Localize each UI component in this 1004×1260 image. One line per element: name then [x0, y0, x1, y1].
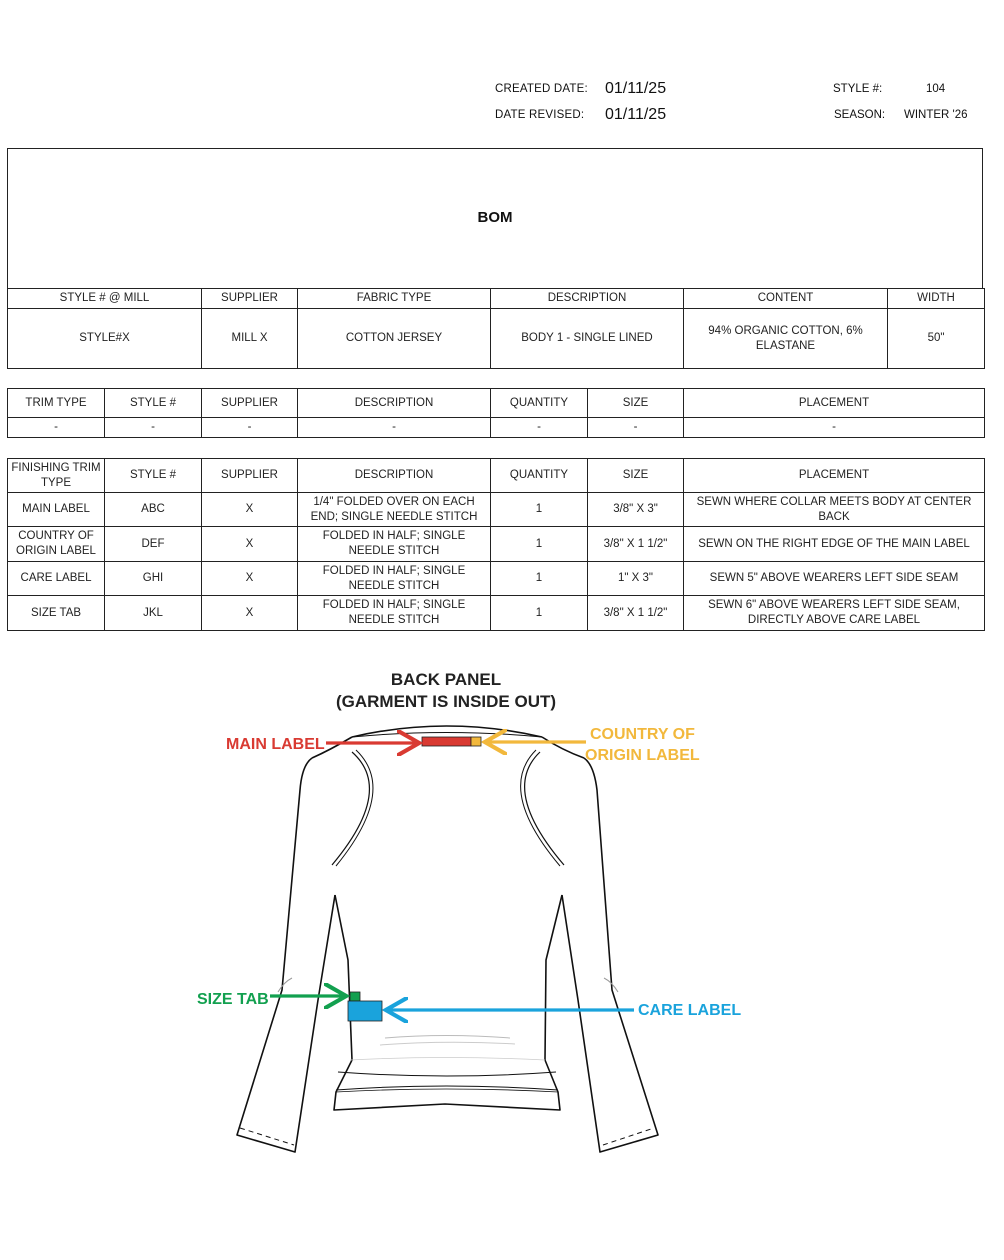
bom-title-box [7, 148, 983, 288]
season-label: SEASON: [834, 109, 886, 121]
header-cell: DESCRIPTION [298, 389, 491, 418]
table-cell: SEWN WHERE COLLAR MEETS BODY AT CENTER BACK [684, 493, 985, 527]
table-cell: CARE LABEL [8, 562, 105, 596]
origin-label-callout-line2: ORIGIN LABEL [585, 747, 700, 764]
header-cell: QUANTITY [491, 459, 588, 493]
table-row [8, 309, 985, 369]
table-cell: MILL X [202, 309, 298, 369]
table-cell: X [202, 527, 298, 562]
season-value: WINTER '26 [904, 109, 968, 121]
table-cell: 1 [491, 527, 588, 562]
table-cell: FOLDED IN HALF; SINGLE NEEDLE STITCH [298, 562, 491, 596]
origin-label-callout-line1: COUNTRY OF [590, 726, 695, 743]
header-cell: PLACEMENT [684, 459, 985, 493]
table-cell: ABC [105, 493, 202, 527]
table-cell: 3/8" X 3" [588, 493, 684, 527]
header-cell: QUANTITY [491, 389, 588, 418]
header-cell: SIZE [588, 389, 684, 418]
main-label-callout: MAIN LABEL [226, 736, 325, 753]
table-cell: JKL [105, 596, 202, 631]
fabric-table-body [7, 288, 985, 369]
header-cell: FINISHING TRIM TYPE [8, 459, 105, 493]
header-cell: WIDTH [888, 289, 985, 309]
table-cell: SIZE TAB [8, 596, 105, 631]
trim-table [7, 388, 985, 438]
table-cell: - [8, 418, 105, 438]
header-cell: STYLE # [105, 389, 202, 418]
table-row [8, 418, 985, 438]
table-cell: - [588, 418, 684, 438]
size-tab-callout: SIZE TAB [197, 991, 269, 1008]
header-cell: STYLE # [105, 459, 202, 493]
table-row [8, 493, 985, 527]
header-cell: SUPPLIER [202, 389, 298, 418]
style-number-value: 104 [926, 83, 946, 95]
header-cell: DESCRIPTION [298, 459, 491, 493]
table-cell: STYLE#X [8, 309, 202, 369]
header-cell: SUPPLIER [202, 289, 298, 309]
header-cell: SUPPLIER [202, 459, 298, 493]
origin-label-shape [471, 737, 481, 746]
header-cell: DESCRIPTION [491, 289, 684, 309]
table-cell: 3/8" X 1 1/2" [588, 527, 684, 562]
table-cell: COUNTRY OF ORIGIN LABEL [8, 527, 105, 562]
size-tab-shape [350, 992, 360, 1001]
table-cell: 94% ORGANIC COTTON, 6% ELASTANE [684, 309, 888, 369]
table-cell: COTTON JERSEY [298, 309, 491, 369]
care-label-shape [348, 1001, 382, 1021]
header-cell: FABRIC TYPE [298, 289, 491, 309]
table-row [8, 596, 985, 631]
table-cell: 1" X 3" [588, 562, 684, 596]
table-cell: - [105, 418, 202, 438]
date-revised-value: 01/11/25 [605, 106, 667, 123]
table-cell: 1 [491, 493, 588, 527]
style-number-label: STYLE #: [833, 83, 883, 95]
finishing-header-row [8, 459, 985, 493]
table-row [8, 562, 985, 596]
main-label-shape [422, 737, 471, 746]
table-cell: X [202, 596, 298, 631]
created-date-value: 01/11/25 [605, 80, 667, 97]
table-cell: SEWN 6" ABOVE WEARERS LEFT SIDE SEAM, DIRECTLY ABOVE CARE LABEL [684, 596, 985, 631]
table-cell: FOLDED IN HALF; SINGLE NEEDLE STITCH [298, 596, 491, 631]
table-cell: 50" [888, 309, 985, 369]
table-cell: - [684, 418, 985, 438]
table-cell: MAIN LABEL [8, 493, 105, 527]
table-cell: FOLDED IN HALF; SINGLE NEEDLE STITCH [298, 527, 491, 562]
trim-header-row [8, 389, 985, 418]
table-cell: X [202, 562, 298, 596]
header-cell: SIZE [588, 459, 684, 493]
table-cell: 1 [491, 596, 588, 631]
header-cell: STYLE # @ MILL [8, 289, 202, 309]
table-cell: 1 [491, 562, 588, 596]
table-cell: 1/4" FOLDED OVER ON EACH END; SINGLE NEEDLE STITCH [298, 493, 491, 527]
fabric-header-row [8, 289, 985, 309]
table-row [8, 527, 985, 562]
finishing-trim-table [7, 458, 985, 631]
table-cell: - [298, 418, 491, 438]
table-cell: BODY 1 - SINGLE LINED [491, 309, 684, 369]
header-cell: PLACEMENT [684, 389, 985, 418]
table-cell: SEWN ON THE RIGHT EDGE OF THE MAIN LABEL [684, 527, 985, 562]
table-cell: - [491, 418, 588, 438]
table-cell: X [202, 493, 298, 527]
back-panel-diagram [0, 640, 1004, 1260]
header-cell: TRIM TYPE [8, 389, 105, 418]
table-cell: - [202, 418, 298, 438]
table-cell: GHI [105, 562, 202, 596]
diagram-subtitle: (GARMENT IS INSIDE OUT) [335, 692, 557, 711]
table-cell: SEWN 5" ABOVE WEARERS LEFT SIDE SEAM [684, 562, 985, 596]
created-date-label: CREATED DATE: [495, 83, 588, 95]
header-cell: CONTENT [684, 289, 888, 309]
garment-sketch [237, 726, 658, 1152]
diagram-title: BACK PANEL [390, 670, 502, 689]
table-cell: 3/8" X 1 1/2" [588, 596, 684, 631]
bom-title: BOM [477, 209, 513, 226]
date-revised-label: DATE REVISED: [495, 109, 585, 121]
care-label-callout: CARE LABEL [638, 1002, 742, 1019]
table-cell: DEF [105, 527, 202, 562]
